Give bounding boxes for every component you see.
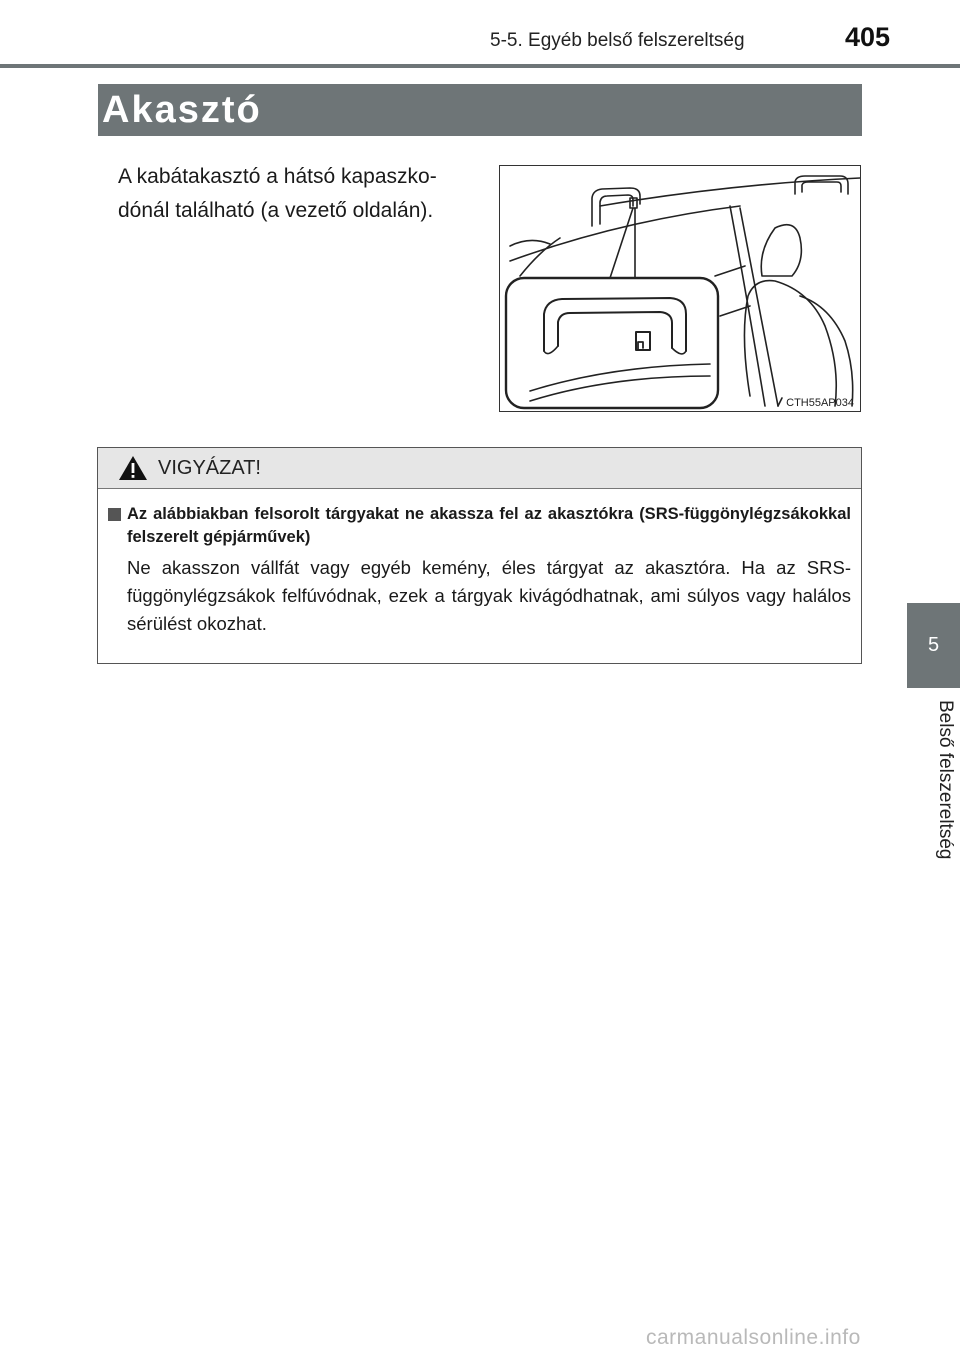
intro-paragraph: A kabátakasztó a hátsó kapaszko-dónál található (a vezető oldalán). xyxy=(118,165,437,222)
warning-subheading-text: Az alábbiakban felsorolt tárgyakat ne akassza fel az akasztókra (SRS-függönylégzsákokkal felszerelt gépjárművek) xyxy=(127,505,851,546)
header-divider xyxy=(0,64,960,68)
warning-title: VIGYÁZAT! xyxy=(158,456,261,479)
chapter-label: Belső felszereltség xyxy=(935,700,956,860)
figure-code: CTH55AP034 xyxy=(786,397,854,409)
page-number: 405 xyxy=(845,22,891,52)
coat-hook-illustration xyxy=(499,165,861,412)
warning-header xyxy=(98,448,861,489)
chapter-tab xyxy=(907,603,960,688)
warning-body xyxy=(98,489,861,638)
warning-triangle-icon xyxy=(118,455,148,481)
warning-subheading xyxy=(108,503,851,549)
chapter-number: 5 xyxy=(927,634,940,656)
warning-box xyxy=(97,447,862,664)
square-bullet-icon xyxy=(108,508,121,521)
running-header-section: 5-5. Egyéb belső felszereltség xyxy=(490,30,745,51)
section-title: Akasztó xyxy=(98,84,862,136)
car-interior-drawing xyxy=(500,166,861,412)
watermark-text: carmanualsonline.info xyxy=(646,1326,861,1349)
warning-text: Ne akasszon vállfát vagy egyéb kemény, éles tárgyat az akasztóra. Ha az SRS-függönylégzsákok felfúvódnak, ezek a tárgyak kivágódhatnak, ami súlyos vagy halálos sérülést okozhat. xyxy=(127,557,851,634)
